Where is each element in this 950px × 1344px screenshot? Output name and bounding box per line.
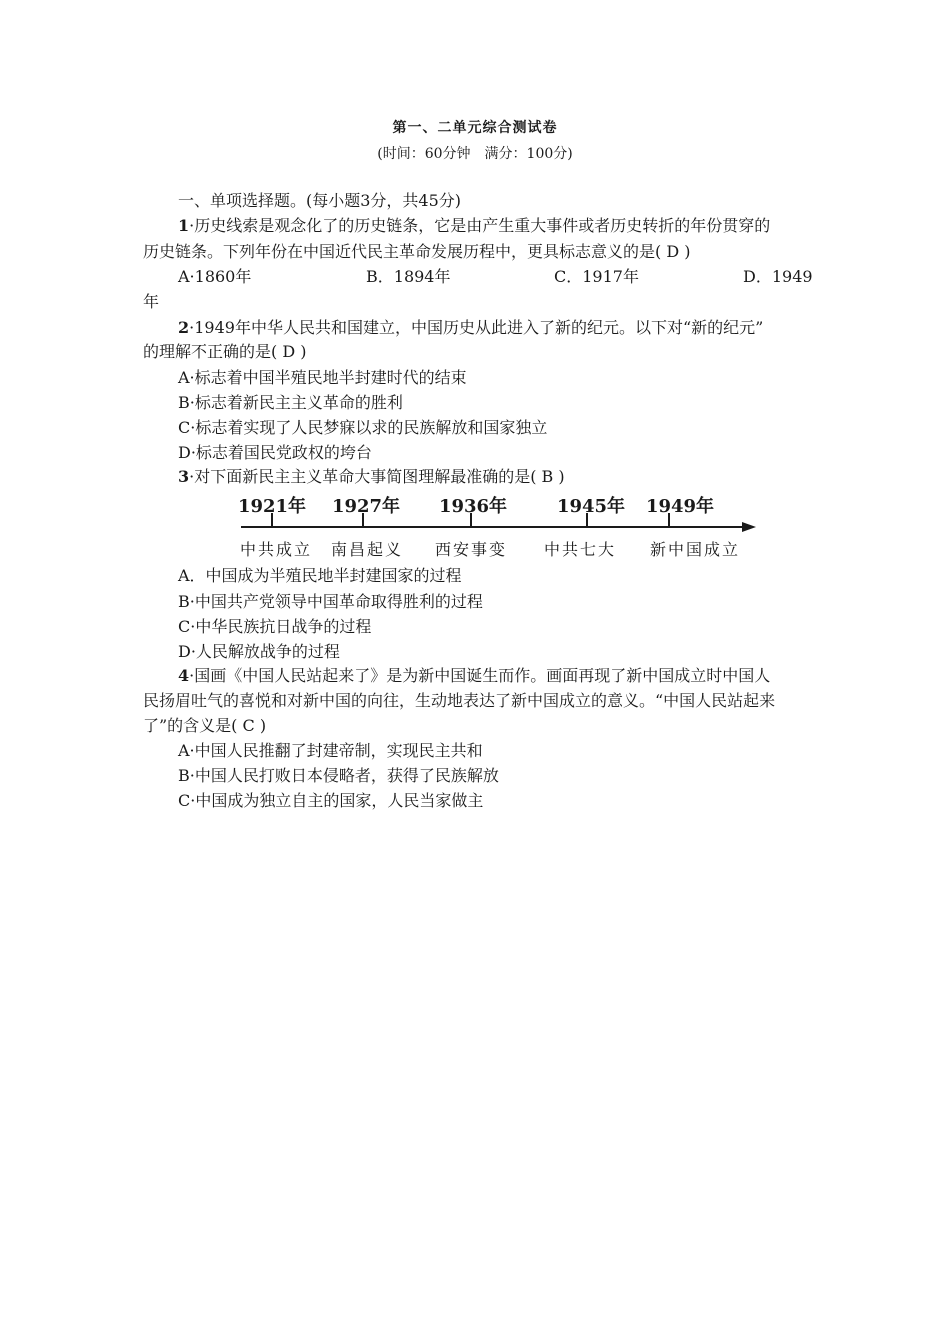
question-1-number: 1 [178,216,190,235]
timeline-year: 1945年 [556,496,626,517]
q3-option-d: D·人民解放战争的过程 [178,642,340,661]
question-3-line-1 [178,467,565,487]
question-2-line-1 [178,318,763,338]
question-4-line-3: 了”的含义是( C ) [143,716,267,735]
q2-option-a: A·标志着中国半殖民地半封建时代的结束 [178,368,467,387]
timeline-event: 南昌起义 [330,540,404,559]
q4-option-c: C·中国成为独立自主的国家，人民当家做主 [178,791,484,810]
q4-option-a: A·中国人民推翻了封建帝制，实现民主共和 [178,741,483,760]
q2-option-c: C·标志着实现了人民梦寐以求的民族解放和国家独立 [178,418,548,437]
q2-option-d: D·标志着国民党政权的垮台 [178,443,372,462]
timeline-event: 西安事变 [434,540,508,559]
question-1-line-2: 历史链条。下列年份在中国近代民主革命发展历程中，更具标志意义的是( D ) [143,242,691,261]
q3-option-c: C·中华民族抗日战争的过程 [178,617,372,636]
timeline-arrow-icon [742,522,756,532]
revolution-timeline [234,488,764,558]
q3-option-a: A．中国成为半殖民地半封建国家的过程 [178,566,462,585]
timeline-event: 中共成立 [239,540,313,559]
timeline-event: 中共七大 [543,540,617,559]
question-1-line-1 [178,216,770,236]
page-title: 第一、二单元综合测试卷 [392,120,558,136]
q1-option-c: C．1917年 [554,267,639,286]
timeline-year: 1949年 [645,496,715,517]
question-4-text: ·国画《中国人民站起来了》是为新中国诞生而作。画面再现了新中国成立时中国人 [189,666,771,685]
question-4-line-1 [178,666,770,686]
section-heading: 一、单项选择题。(每小题3分，共45分) [178,191,462,210]
q1-option-a: A·1860年 [178,267,252,286]
question-3-number: 3 [178,467,190,486]
question-2-text: ·1949年中华人民共和国建立，中国历史从此进入了新的纪元。以下对“新的纪元” [189,318,764,337]
q3-option-b: B·中国共产党领导中国革命取得胜利的过程 [178,592,483,611]
question-1-text: ·历史线索是观念化了的历史链条，它是由产生重大事件或者历史转折的年份贯穿的 [189,216,771,235]
question-2-line-2: 的理解不正确的是( D ) [143,342,307,361]
timeline-axis [241,526,746,528]
q1-option-d-wrap: 年 [143,292,160,311]
q2-option-b: B·标志着新民主主义革命的胜利 [178,393,403,412]
q4-option-b: B·中国人民打败日本侵略者，获得了民族解放 [178,766,499,785]
question-2-number: 2 [178,318,190,337]
timeline-year: 1921年 [237,496,307,517]
question-4-line-2: 民扬眉吐气的喜悦和对新中国的向往，生动地表达了新中国成立的意义。“中国人民站起来 [143,691,776,710]
timeline-year: 1936年 [438,496,508,517]
timeline-event: 新中国成立 [649,540,741,559]
q1-option-b: B．1894年 [366,267,451,286]
q1-option-d: D．1949 [743,267,813,286]
question-3-text: ·对下面新民主主义革命大事简图理解最准确的是( B ) [189,467,565,486]
exam-time-score: (时间：60分钟 满分：100分) [377,146,573,162]
question-4-number: 4 [178,666,190,685]
timeline-year: 1927年 [331,496,401,517]
